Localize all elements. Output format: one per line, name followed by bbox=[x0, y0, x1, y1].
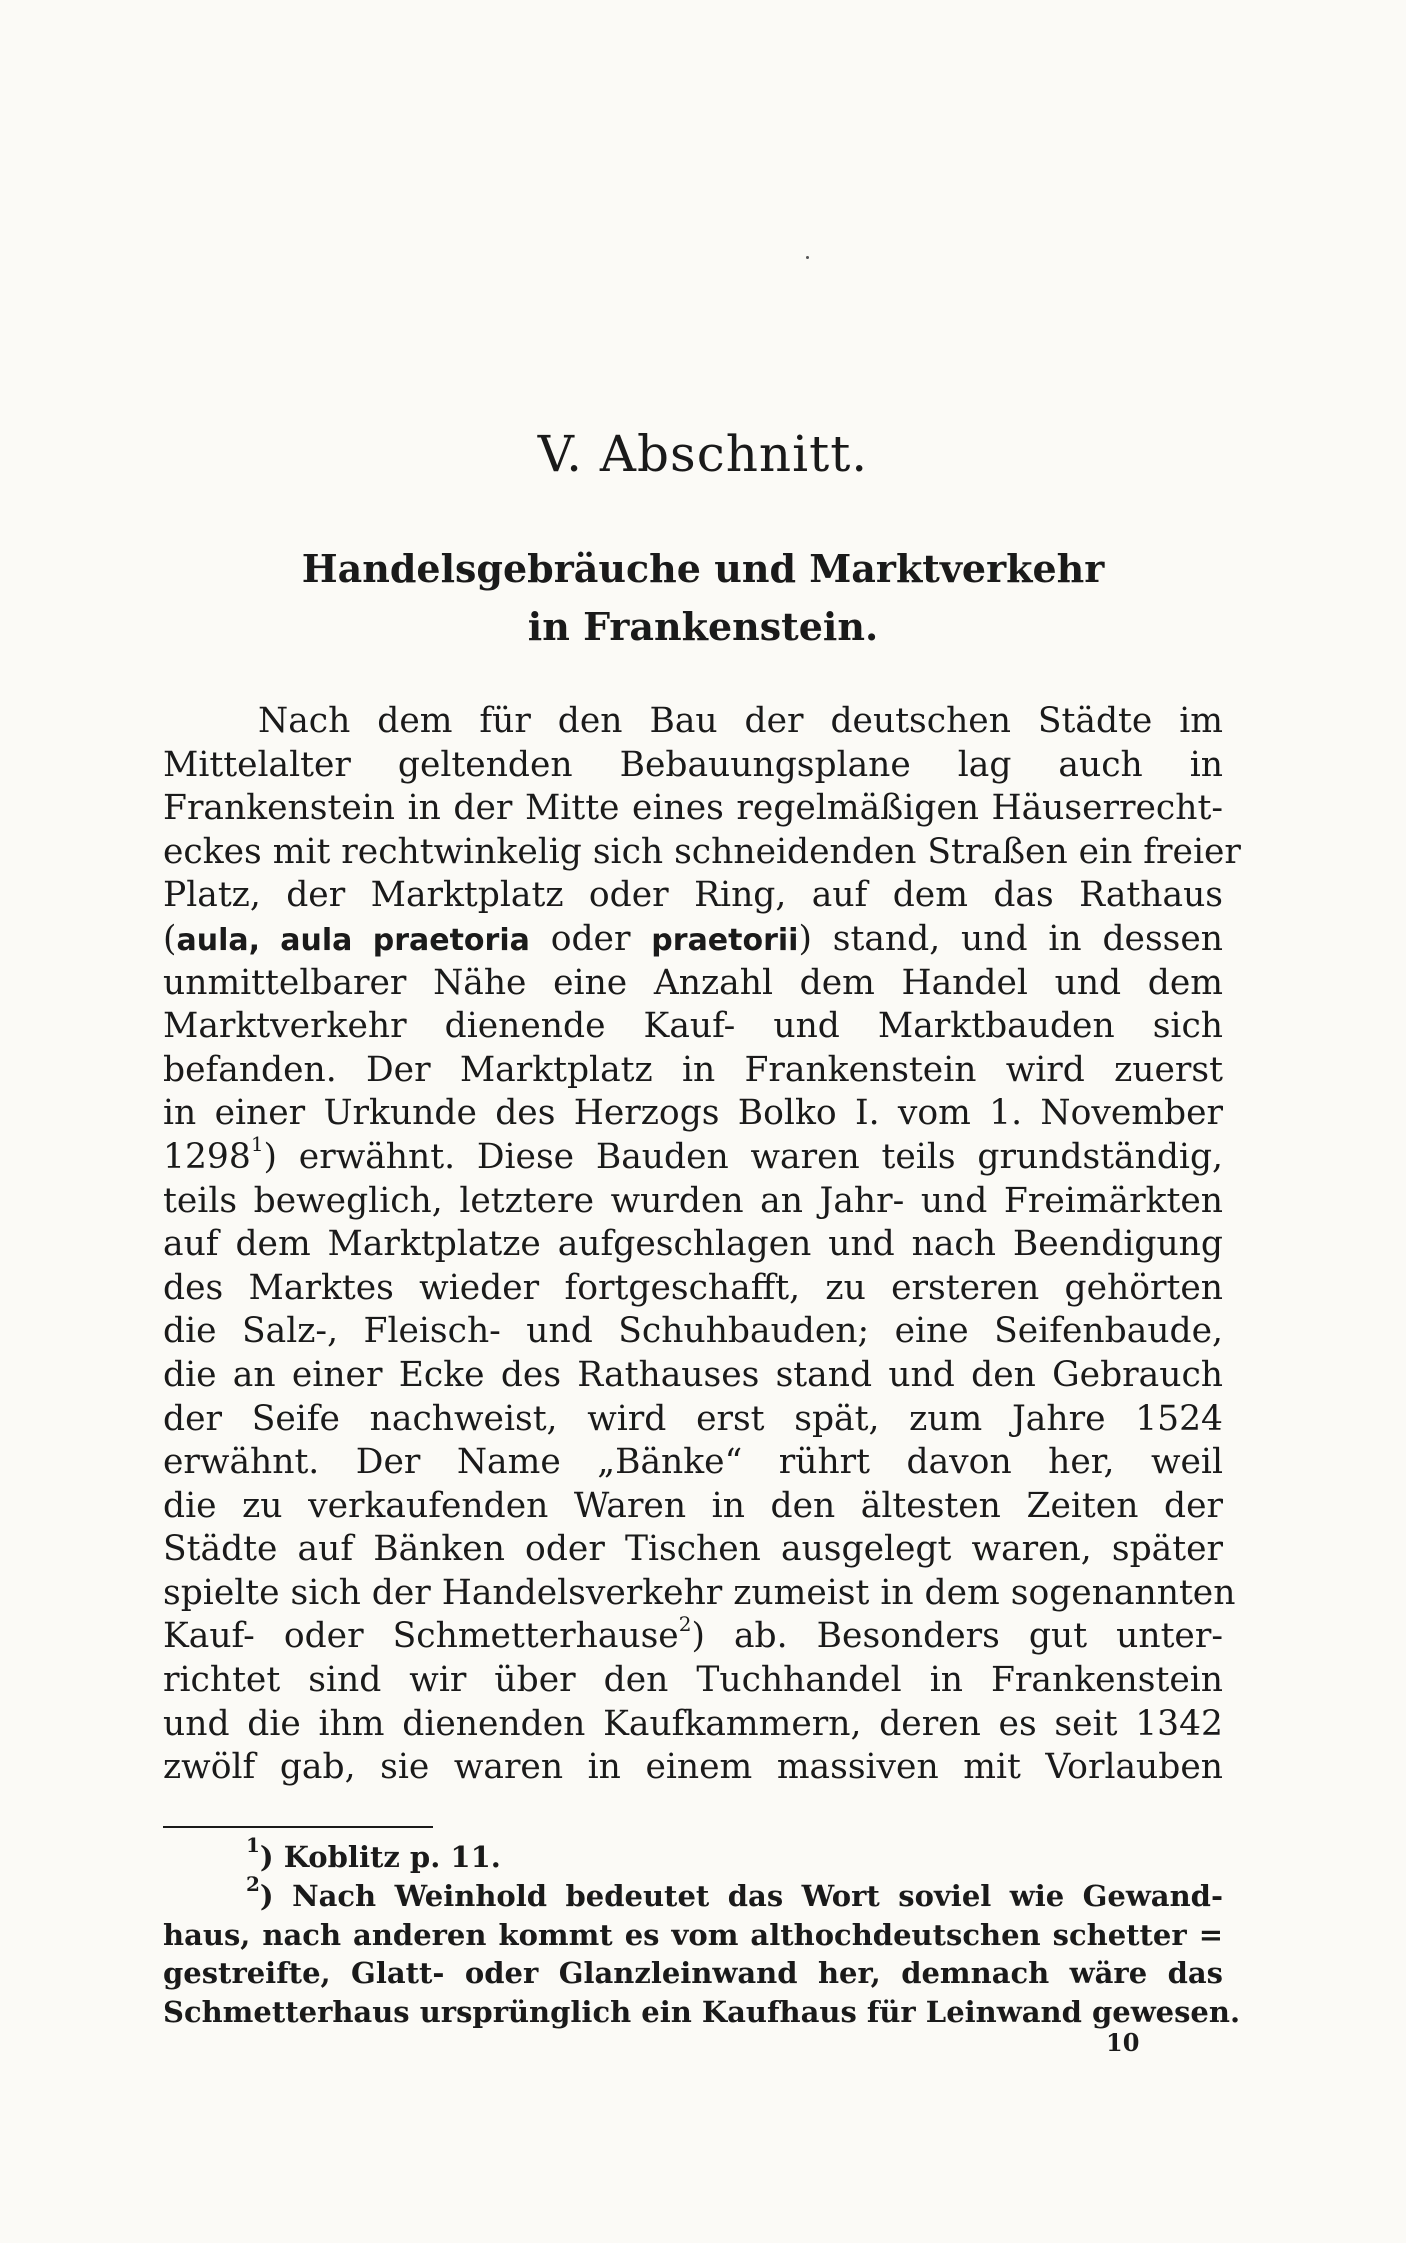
footnotes bbox=[163, 1833, 1241, 2032]
body-line: teils beweglich, letztere wurden an Jahr- und Freimärkten bbox=[163, 1180, 1223, 1221]
body-line: unmittelbarer Nähe eine Anzahl dem Handel und dem bbox=[163, 962, 1223, 1003]
ink-speck bbox=[806, 256, 809, 259]
footnote-line: $^2$) Nach Weinhold bedeutet das Wort soviel wie Gewand- bbox=[246, 1872, 1223, 1913]
body-line: auf dem Marktplatze aufgeschlagen und nach Beendigung bbox=[163, 1224, 1223, 1265]
body-line: der Seife nachweist, wird erst spät, zum Jahre 1524 bbox=[163, 1398, 1223, 1439]
chapter-title bbox=[0, 540, 1406, 656]
footnote-line: $^1$) Koblitz p. 11. bbox=[246, 1833, 501, 1874]
footnote-mark: 2 bbox=[246, 1872, 260, 1897]
body-line: die zu verkaufenden Waren in den ältesten Zeiten der bbox=[163, 1485, 1223, 1526]
footnote-line: gestreifte, Glatt- oder Glanzleinwand her, demnach wäre das bbox=[163, 1956, 1223, 1991]
footnote-line: Schmetterhaus ursprünglich ein Kaufhaus für Leinwand gewesen. bbox=[163, 1995, 1241, 2030]
footnote-line: haus, nach anderen kommt es vom althochdeutschen schetter = bbox=[163, 1917, 1223, 1952]
footnote-rule bbox=[163, 1826, 433, 1828]
page-number: 10 bbox=[1106, 2028, 1140, 2057]
body-line: Nach dem für den Bau der deutschen Städte im bbox=[258, 701, 1223, 741]
body-line: (aula, aula praetoria oder praetorii) stand, und in dessen bbox=[163, 918, 1223, 959]
body-paragraph bbox=[163, 700, 1241, 1790]
body-line: die an einer Ecke des Rathauses stand und den Gebrauch bbox=[163, 1354, 1223, 1395]
body-line: 1298$^1$) erwähnt. Diese Bauden waren teils grundständig, bbox=[163, 1132, 1223, 1177]
body-line: und die ihm dienenden Kaufkammern, deren es seit 1342 bbox=[163, 1703, 1223, 1744]
body-line: Frankenstein in der Mitte eines regelmäßigen Häuserrecht- bbox=[163, 788, 1223, 829]
footnote-mark: 1 bbox=[246, 1833, 260, 1858]
body-line: eckes mit rechtwinkelig sich schneidenden Straßen ein freier bbox=[163, 831, 1241, 872]
chapter-title-line-1: Handelsgebräuche und Marktverkehr bbox=[301, 546, 1105, 591]
footnote-ref: 2 bbox=[678, 1611, 692, 1636]
body-line: Mittelalter geltenden Bebauungsplane lag auch in bbox=[163, 744, 1223, 785]
body-line: Städte auf Bänken oder Tischen ausgelegt waren, später bbox=[163, 1529, 1223, 1570]
footnote-ref: 1 bbox=[250, 1132, 264, 1157]
body-line: zwölf gab, sie waren in einem massiven mit Vorlauben bbox=[163, 1747, 1223, 1788]
body-line: in einer Urkunde des Herzogs Bolko I. vom 1. November bbox=[163, 1093, 1223, 1134]
body-line: richtet sind wir über den Tuchhandel in Frankenstein bbox=[163, 1660, 1223, 1701]
body-line: Marktverkehr dienende Kauf- und Marktbauden sich bbox=[163, 1006, 1223, 1047]
body-line: Kauf- oder Schmetterhause$^2$) ab. Besonders gut unter- bbox=[163, 1611, 1224, 1657]
body-line: die Salz-, Fleisch- und Schuhbauden; eine Seifenbaude, bbox=[163, 1311, 1223, 1352]
section-heading: V. Abschnitt. bbox=[537, 425, 869, 483]
body-line: Platz, der Marktplatz oder Ring, auf dem das Rathaus bbox=[163, 875, 1223, 916]
chapter-title-line-2: in Frankenstein. bbox=[527, 604, 879, 649]
body-line: des Marktes wieder fortgeschafft, zu ersteren gehörten bbox=[163, 1267, 1223, 1308]
body-line: spielte sich der Handelsverkehr zumeist in dem sogenannten bbox=[163, 1572, 1236, 1613]
body-line: erwähnt. Der Name „Bänke“ rührt davon her, weil bbox=[163, 1442, 1223, 1483]
body-line: befanden. Der Marktplatz in Frankenstein wird zuerst bbox=[163, 1049, 1223, 1090]
